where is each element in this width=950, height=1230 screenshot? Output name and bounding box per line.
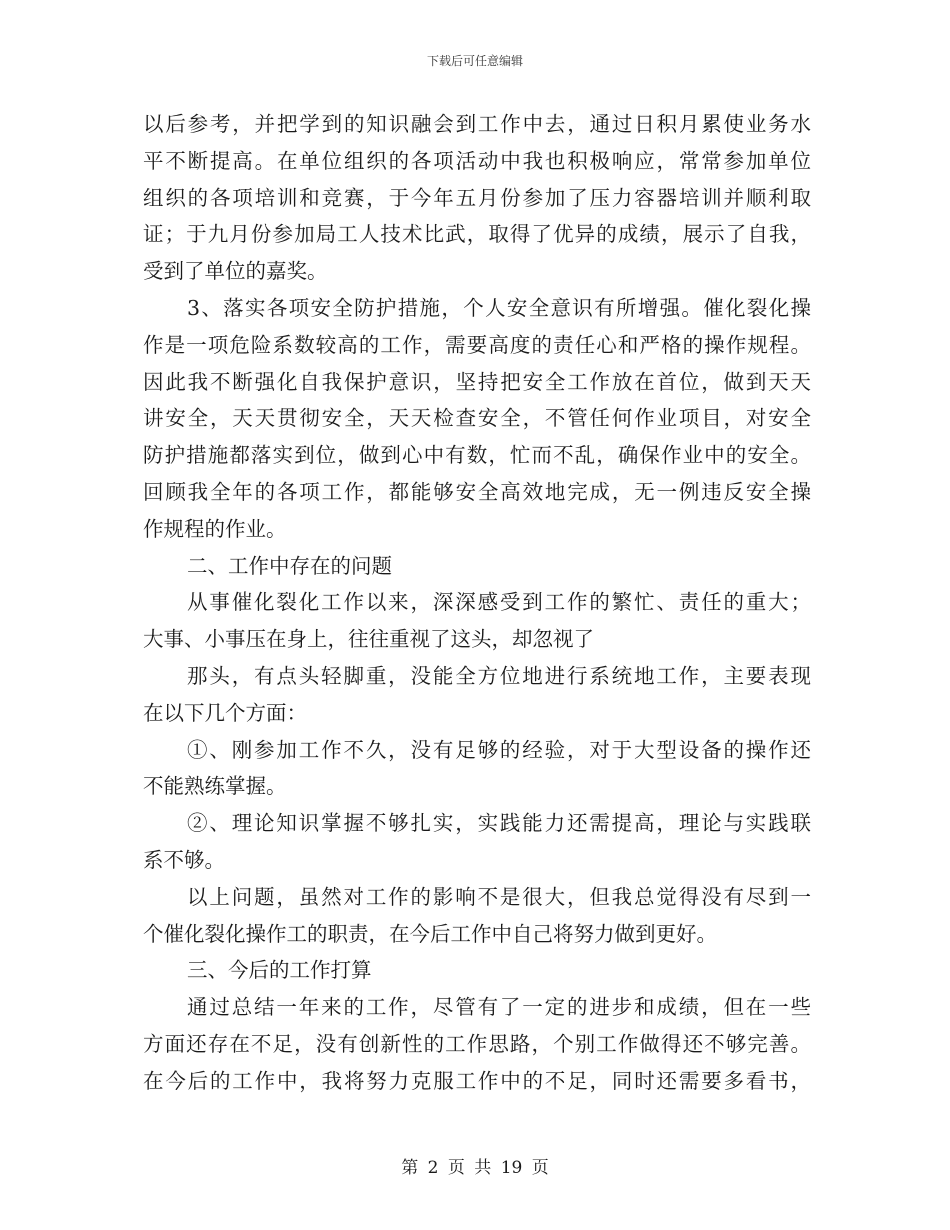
page-number-footer: 第 2 页 共 19 页	[401, 1158, 549, 1178]
text-line: 在以下几个方面：	[143, 700, 307, 725]
text-line: 作规程的作业。	[143, 516, 287, 541]
text-line: ②、理论知识掌握不够扎实，实践能力还需提高，理论与实践联	[187, 811, 811, 836]
text-line: 作是一项危险系数较高的工作，需要高度的责任心和严格的操作规程。	[143, 332, 811, 357]
text-line: 回顾我全年的各项工作，都能够安全高效地完成，无一例违反安全操	[143, 479, 811, 504]
text-line: 大事、小事压在身上，往往重视了这头，却忽视了	[143, 627, 594, 652]
section-heading: 三、今后的工作打算	[187, 958, 372, 983]
text-line: 平不断提高。在单位组织的各项活动中我也积极响应，常常参加单位	[143, 148, 811, 173]
text-line: 以上问题，虽然对工作的影响不是很大，但我总觉得没有尽到一	[187, 884, 811, 909]
text-line: 个催化裂化操作工的职责，在今后工作中自己将努力做到更好。	[143, 921, 717, 946]
text-line: 不能熟练掌握。	[143, 774, 287, 799]
text-line: 证；于九月份参加局工人技术比武，取得了优异的成绩，展示了自我，	[143, 222, 811, 247]
text-line: 从事催化裂化工作以来，深深感受到工作的繁忙、责任的重大；	[187, 590, 811, 615]
text-line: 讲安全，天天贯彻安全，天天检查安全，不管任何作业项目，对安全	[143, 406, 811, 431]
text-line: 那头，有点头轻脚重，没能全方位地进行系统地工作，主要表现	[187, 663, 811, 688]
text-line: ①、刚参加工作不久，没有足够的经验，对于大型设备的操作还	[187, 737, 811, 762]
text-line: 组织的各项培训和竞赛，于今年五月份参加了压力容器培训并顺利取	[143, 185, 811, 210]
text-line: 防护措施都落实到位，做到心中有数，忙而不乱，确保作业中的安全。	[143, 443, 811, 468]
text-line: 通过总结一年来的工作，尽管有了一定的进步和成绩，但在一些	[187, 995, 811, 1020]
text-line: 因此我不断强化自我保护意识，坚持把安全工作放在首位，做到天天	[143, 369, 811, 394]
text-line: 受到了单位的嘉奖。	[143, 259, 328, 284]
text-line: 方面还存在不足，没有创新性的工作思路，个别工作做得还不够完善。	[143, 1031, 811, 1056]
text-line: 以后参考，并把学到的知识融会到工作中去，通过日积月累使业务水	[143, 112, 811, 136]
section-heading: 二、工作中存在的问题	[187, 553, 392, 578]
text-line: 系不够。	[143, 847, 225, 872]
document-body	[143, 106, 811, 1100]
text-line: 3、落实各项安全防护措施，个人安全意识有所增强。催化裂化操	[187, 295, 811, 320]
page-header-note: 下载后可任意编辑	[426, 54, 523, 68]
text-line: 在今后的工作中，我将努力克服工作中的不足，同时还需要多看书，	[143, 1068, 811, 1093]
